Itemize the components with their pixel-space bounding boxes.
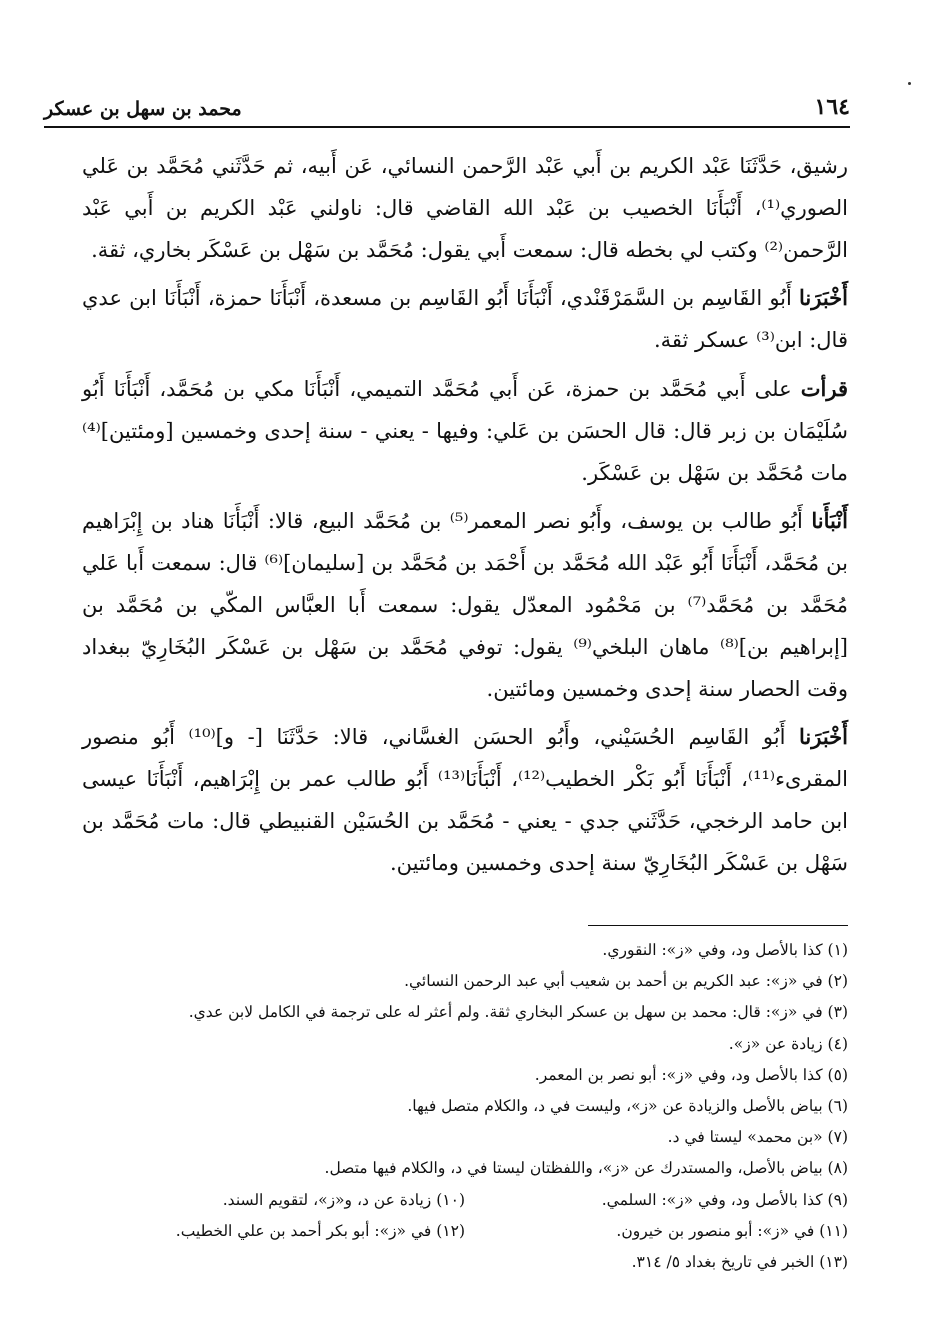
scan-speck <box>908 82 911 85</box>
paragraph-3-lead: قرأت <box>800 375 848 401</box>
paragraph-4-text: أَبُو طالب بن يوسف، وأَبُو نصر المعمر⁽⁵⁾ بن مُحَمَّد البيع، قالا: أَنْبَأَنَا هناد بن إِبْرَاهيم بن مُحَمَّد، أَنْبَأَنَا أَبُو عَبْد الله مُحَمَّد بن أَحْمَد بن مُحَمَّد بن [سليمان]⁽⁶⁾ قال: سمعت أَبا عَلي مُحَمَّد بن مُحَمَّد⁽⁷⁾ بن مَحْمُود المعدّل يقول: سمعت أَبا العبَّاس المكّي بن مُحَمَّد بن [إبراهيم بن]⁽⁸⁾ ماهان البلخي⁽⁹⁾ يقول: توفي مُحَمَّد بن سَهْل بن عَسْكَر البُخَارِيّ ببغداد وقت الحصار سنة إحدى وخمسين ومائتين. <box>82 509 848 701</box>
paragraph-1 <box>82 146 848 271</box>
footnotes <box>82 935 848 1278</box>
main-text <box>82 146 848 885</box>
footnote-13: (١٣) الخبر في تاريخ بغداد ٥/ ٣١٤. <box>631 1253 848 1272</box>
paragraph-4-lead: أَنْبَأَنا <box>811 508 848 534</box>
footnote-separator <box>588 925 848 926</box>
footnote-row-9-10 <box>82 1185 848 1216</box>
paragraph-2-text: أَبُو القَاسِم بن السَّمَرْقَنْدي، أَنْبَأَنَا أَبُو القَاسِم بن مسعدة، أَنْبَأَنَا حمزة، أَنْبَأَنَا ابن عدي قال: ابن⁽³⁾ عسكر ثقة. <box>82 286 848 353</box>
paragraph-3-text: على أَبي مُحَمَّد بن حمزة، عَن أَبي مُحَمَّد التميمي، أَنْبَأَنَا مكي بن مُحَمَّد، أَنْبَأَنَا أَبُو سُلَيْمَان بن زبر قال: قال الحسَن بن عَلي: وفيها - يعني - سنة إحدى وخمسين [ومئتين]⁽⁴⁾ مات مُحَمَّد بن سَهْل بن عَسْكَر. <box>82 376 848 485</box>
footnote-1: (١) كذا بالأصل ود، وفي «ز»: النقوري. <box>602 941 848 959</box>
paragraph-2 <box>82 277 848 362</box>
paragraph-5 <box>82 716 848 884</box>
footnote-6: (٦) بياض بالأصل والزيادة عن «ز»، وليست في د، والكلام متصل فيها. <box>407 1097 848 1116</box>
paragraph-4 <box>82 500 848 710</box>
footnote-4: (٤) زيادة عن «ز». <box>728 1034 848 1053</box>
page-number: ١٦٤ <box>814 94 850 120</box>
footnote-10: (١٠) زيادة عن د، و«ز»، لتقويم السند. <box>222 1190 465 1209</box>
paragraph-3 <box>82 368 848 494</box>
footnote-7: (٧) «بن محمد» ليستا في د. <box>667 1128 848 1147</box>
paragraph-5-lead: أَخْبَرَنا <box>799 724 848 750</box>
footnote-5: (٥) كذا بالأصل ود، وفي «ز»: أبو نصر بن المعمر. <box>534 1065 848 1084</box>
footnote-9: (٩) كذا بالأصل ود، وفي «ز»: السلمي. <box>601 1190 848 1209</box>
running-title: محمد بن سهل بن عسكر <box>44 98 242 120</box>
page-header <box>44 84 850 128</box>
footnote-row-11-12 <box>82 1216 848 1247</box>
footnote-3: (٣) في «ز»: قال: محمد بن سهل بن عسكر البخاري ثقة. ولم أعثر له على ترجمة في الكامل لابن عدي. <box>188 1003 848 1022</box>
paragraph-5-text: أَبُو القَاسِم الحُسَيْني، وأَبُو الحسَن الغسَّاني، قالا: حَدَّثَنَا [- و]⁽¹⁰⁾ أَبُو منصور المقرىء⁽¹¹⁾، أَنْبَأَنَا أَبُو بَكْر الخطيب⁽¹²⁾، أَنْبَأَنَا⁽¹³⁾ أَبُو طالب عمر بن إِبْرَاهيم، أَنْبَأَنَا عيسى ابن حامد الرخجي، حَدَّثَني جدي - يعني - مُحَمَّد بن الحُسَيْن القنبيطي قال: مات مُحَمَّد بن سَهْل بن عَسْكَر البُخَارِيّ سنة إحدى وخمسين ومائتين. <box>82 725 848 875</box>
paragraph-1-text: رشيق، حَدَّثَنَا عَبْد الكريم بن أَبي عَبْد الرَّحمن النسائي، عَن أَبيه، ثم حَدَّثَني مُحَمَّد بن عَلي الصوري⁽¹⁾، أَنْبَأَنَا الخصيب بن عَبْد الله القاضي قال: ناولني عَبْد الكريم بن أَبي عَبْد الرَّحمن⁽²⁾ وكتب لي بخطه قال: سمعت أَبي يقول: مُحَمَّد بن سَهْل بن عَسْكَر بخاري، ثقة. <box>82 154 848 262</box>
paragraph-2-lead: أَخْبَرَنا <box>799 285 848 311</box>
footnote-11: (١١) في «ز»: أبو منصور بن خيرون. <box>616 1221 848 1240</box>
footnote-2: (٢) في «ز»: عبد الكريم بن أحمد بن شعيب أبي عبد الرحمن النسائي. <box>404 972 848 991</box>
footnote-8: (٨) بياض بالأصل، والمستدرك عن «ز»، واللفظتان ليستا في د، والكلام فيها متصل. <box>324 1159 848 1178</box>
footnote-12: (١٢) في «ز»: أبو بكر أحمد بن علي الخطيب. <box>175 1221 465 1240</box>
